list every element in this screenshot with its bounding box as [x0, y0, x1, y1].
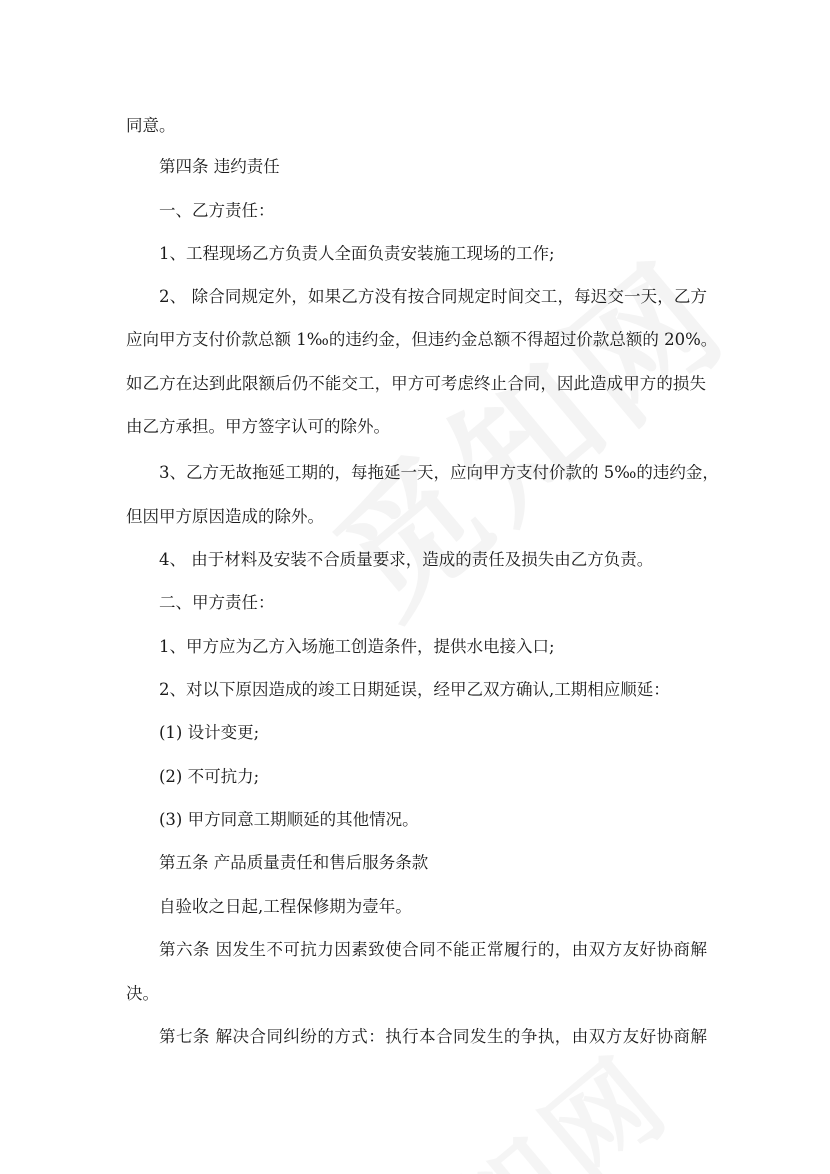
list-item: (3) 甲方同意工期顺延的其他情况。: [159, 810, 419, 829]
paragraph-line: 2、 除合同规定外，如果乙方没有按合同规定时间交工，每迟交一天，乙方: [159, 287, 707, 306]
paragraph-line: 应向甲方支付价款总额 1‰的违约金，但违约金总额不得超过价款总额的 20%。: [126, 330, 718, 349]
paragraph-line: 1、甲方应为乙方入场施工创造条件，提供水电接入口;: [159, 637, 555, 656]
paragraph-line: 第六条 因发生不可抗力因素致使合同不能正常履行的，由双方友好协商解: [159, 940, 707, 959]
paragraph-line: 决。: [126, 984, 159, 1003]
paragraph-line: 3、乙方无故拖延工期的，每拖延一天，应向甲方支付价款的 5‰的违约金，: [159, 463, 719, 482]
article-heading: 第五条 产品质量责任和售后服务条款: [159, 853, 429, 872]
section-heading: 二、甲方责任：: [159, 593, 275, 612]
section-heading: 一、乙方责任：: [159, 201, 275, 220]
paragraph-line: 如乙方在达到此限额后仍不能交工，甲方可考虑终止合同，因此造成甲方的损失: [126, 374, 706, 393]
paragraph-line: 但因甲方原因造成的除外。: [126, 507, 324, 526]
paragraph-line: 第七条 解决合同纠纷的方式：执行本合同发生的争执，由双方友好协商解: [159, 1027, 707, 1046]
paragraph-line: 4、 由于材料及安装不合质量要求，造成的责任及损失由乙方负责。: [159, 550, 654, 569]
paragraph-line: 由乙方承担。甲方签字认可的除外。: [126, 417, 390, 436]
paragraph-line: 2、对以下原因造成的竣工日期延误，经甲乙双方确认,工期相应顺延：: [159, 680, 670, 699]
paragraph-line: 1、工程现场乙方负责人全面负责安装施工现场的工作;: [159, 244, 555, 263]
article-heading: 第四条 违约责任: [159, 157, 280, 176]
paragraph-line: 自验收之日起,工程保修期为壹年。: [159, 897, 412, 916]
paragraph-line: 同意。: [126, 116, 176, 135]
list-item: (2) 不可抗力;: [159, 767, 260, 786]
list-item: (1) 设计变更;: [159, 723, 260, 742]
